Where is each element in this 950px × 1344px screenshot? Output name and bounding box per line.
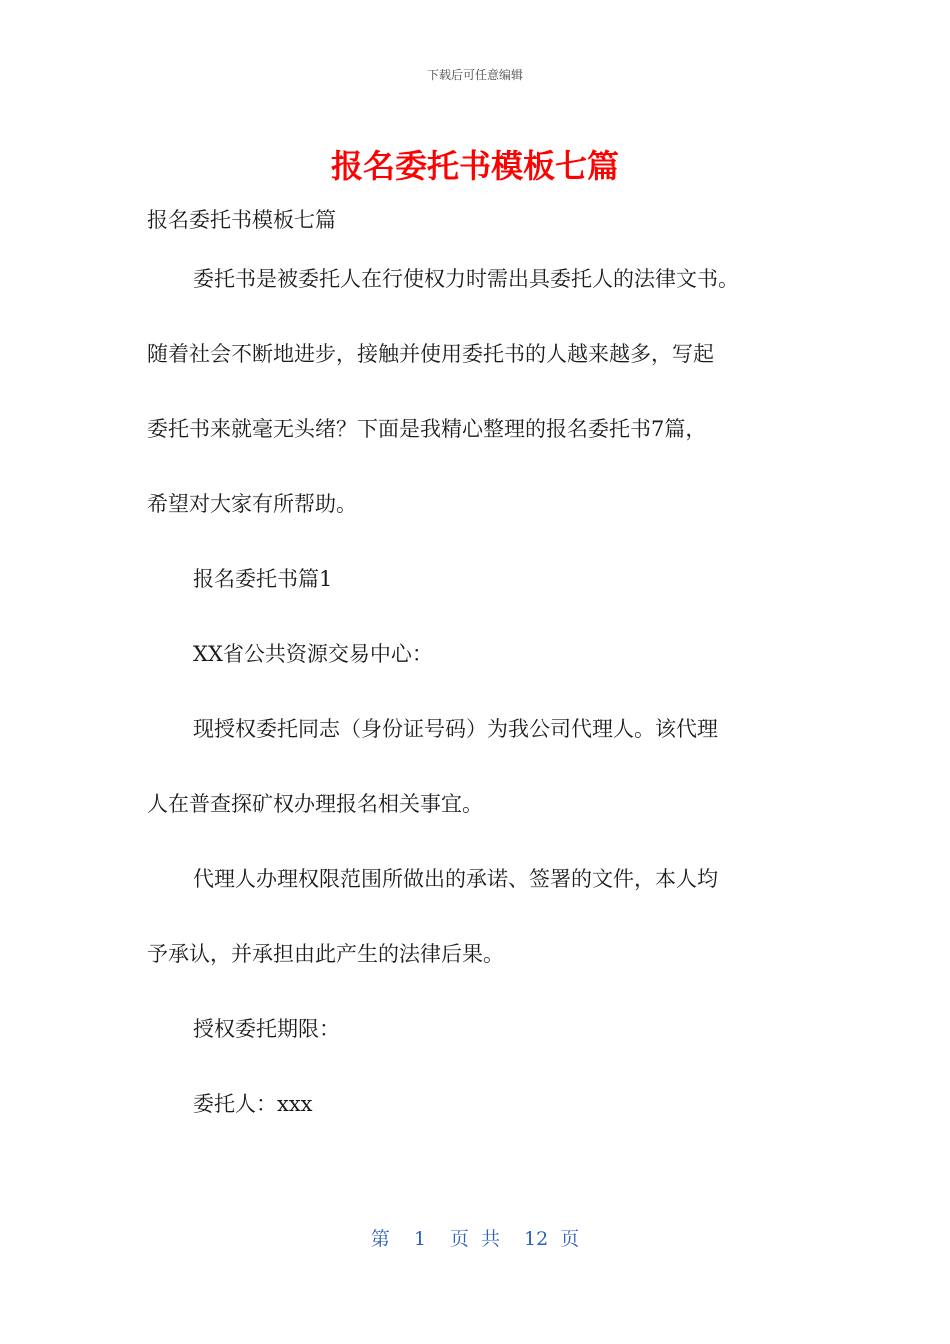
header-note: 下载后可任意编辑: [426, 68, 523, 82]
document-title: 报名委托书模板七篇: [330, 147, 619, 185]
paragraph-authorization-line-2: 人在普查探矿权办理报名相关事宜。: [147, 792, 483, 816]
paragraph-principal: 委托人：xxx: [193, 1092, 313, 1116]
paragraph-scope-line-1: 代理人办理权限范围所做出的承诺、签署的文件，本人均: [193, 867, 718, 891]
paragraph-authorization-line-1: 现授权委托同志（身份证号码）为我公司代理人。该代理: [193, 717, 718, 741]
footer-mid: 页 共: [449, 1228, 500, 1250]
footer-suffix: 页: [560, 1228, 580, 1250]
paragraph-intro-line-2: 随着社会不断地进步，接触并使用委托书的人越来越多，写起: [147, 342, 714, 366]
paragraph-term: 授权委托期限：: [193, 1017, 340, 1041]
paragraph-intro-line-1: 委托书是被委托人在行使权力时需出具委托人的法律文书。: [193, 267, 739, 291]
footer-page-number: 1: [413, 1228, 426, 1250]
paragraph-addressee: XX省公共资源交易中心：: [193, 642, 433, 666]
page-footer: [0, 1224, 950, 1251]
document-body: [147, 198, 807, 1142]
section-heading: 报名委托书篇1: [193, 567, 333, 591]
paragraph-intro-line-3: 委托书来就毫无头绪？下面是我精心整理的报名委托书7篇，: [147, 417, 707, 441]
footer-page-total: 12: [524, 1228, 549, 1250]
footer-prefix: 第: [370, 1228, 390, 1250]
paragraph-subtitle: 报名委托书模板七篇: [147, 208, 336, 232]
paragraph-scope-line-2: 予承认，并承担由此产生的法律后果。: [147, 942, 504, 966]
paragraph-intro-line-4: 希望对大家有所帮助。: [147, 492, 357, 516]
